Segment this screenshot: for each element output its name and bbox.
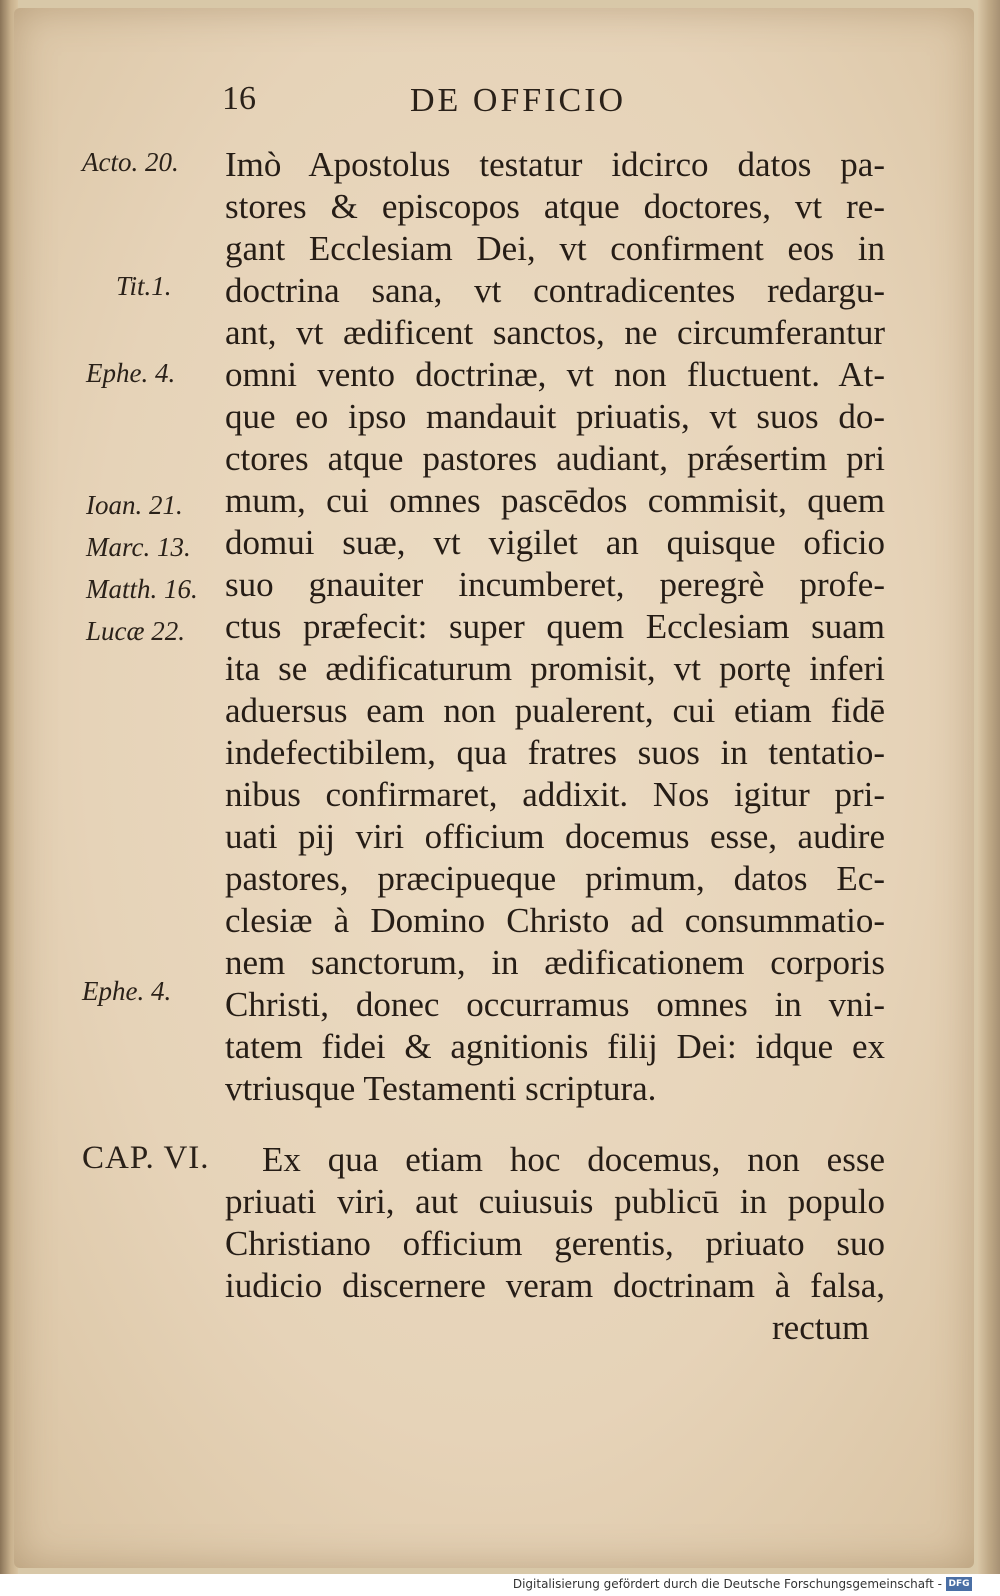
text-line: Imò Apostolus testatur idcirco datos pa- bbox=[225, 145, 885, 184]
text-line: ctus præfecit: super quem Ecclesiam suam bbox=[225, 607, 885, 646]
text-line: Ex qua etiam hoc docemus, non esse bbox=[262, 1140, 885, 1179]
digitization-footer bbox=[0, 1574, 1000, 1596]
text-line: indefectibilem, qua fratres suos in tentatio- bbox=[225, 733, 885, 772]
margin-note: Marc. 13. bbox=[86, 532, 191, 562]
chapter-heading: CAP. VI. bbox=[82, 1140, 210, 1176]
text-line: doctrina sana, vt contradicentes redargu- bbox=[225, 271, 885, 310]
text-line: Christi, donec occurramus omnes in vni- bbox=[225, 985, 885, 1024]
margin-note: Lucæ 22. bbox=[86, 616, 186, 646]
text-line: priuati viri, aut cuiusuis publicū in populo bbox=[225, 1182, 885, 1221]
text-line: Christiano officium gerentis, priuato suo bbox=[225, 1224, 885, 1263]
text-line: iudicio discernere veram doctrinam à falsa, bbox=[225, 1266, 885, 1305]
text-line: nibus confirmaret, addixit. Nos igitur pri- bbox=[225, 775, 885, 814]
running-head: DE OFFICIO bbox=[410, 82, 627, 119]
margin-note: Tit.1. bbox=[116, 271, 172, 301]
margin-note: Matth. 16. bbox=[86, 574, 198, 604]
text-line: ctores atque pastores audiant, prǽsertim pri bbox=[225, 439, 885, 478]
text-line: ita se ædificaturum promisit, vt portę inferi bbox=[225, 649, 885, 688]
catchword: rectum bbox=[772, 1308, 870, 1347]
margin-note: Acto. 20. bbox=[82, 147, 179, 177]
text-line: vtriusque Testamenti scriptura. bbox=[225, 1069, 657, 1108]
text-line: nem sanctorum, in ædificationem corporis bbox=[225, 943, 885, 982]
footer-credit: Digitalisierung gefördert durch die Deutsche Forschungsgemeinschaft - bbox=[512, 1577, 942, 1591]
dfg-logo: DFG bbox=[946, 1577, 972, 1591]
text-line: gant Ecclesiam Dei, vt confirment eos in bbox=[225, 229, 885, 268]
text-line: suo gnauiter incumberet, peregrè profe- bbox=[225, 565, 885, 604]
margin-note: Ioan. 21. bbox=[86, 490, 183, 520]
margin-note: Ephe. 4. bbox=[82, 976, 172, 1006]
page-fore-edge bbox=[978, 0, 1000, 1574]
text-line: ant, vt ædificent sanctos, ne circumferantur bbox=[225, 313, 885, 352]
text-line: omni vento doctrinæ, vt non fluctuent. At- bbox=[225, 355, 885, 394]
text-line: que eo ipso mandauit priuatis, vt suos do- bbox=[225, 397, 885, 436]
text-line: tatem fidei & agnitionis filij Dei: idque ex bbox=[225, 1027, 885, 1066]
text-line: domui suæ, vt vigilet an quisque oficio bbox=[225, 523, 885, 562]
text-line: clesiæ à Domino Christo ad consummatio- bbox=[225, 901, 885, 940]
page-number: 16 bbox=[222, 80, 256, 117]
text-line: aduersus eam non pualerent, cui etiam fidē bbox=[225, 691, 885, 730]
text-line: mum, cui omnes pascēdos commisit, quem bbox=[225, 481, 885, 520]
margin-note: Ephe. 4. bbox=[86, 358, 176, 388]
text-line: stores & episcopos atque doctores, vt re- bbox=[225, 187, 885, 226]
text-line: uati pij viri officium docemus esse, audire bbox=[225, 817, 885, 856]
text-line: pastores, præcipueque primum, datos Ec- bbox=[225, 859, 885, 898]
